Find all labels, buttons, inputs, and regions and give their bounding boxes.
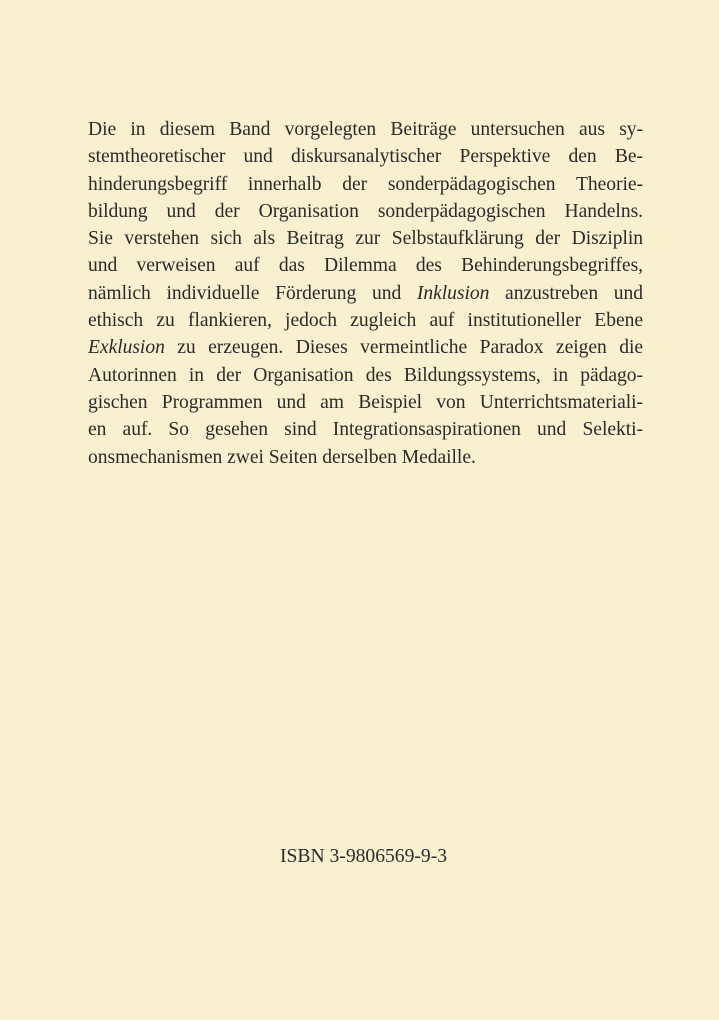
blurb-line-text: anzustreben und (489, 282, 643, 304)
blurb-line: Die in diesem Band vorgelegten Beiträge untersuchen aus sy- (88, 119, 643, 140)
blurb-text (88, 116, 643, 471)
blurb-line (88, 334, 643, 361)
blurb-line: onsmechanismen zwei Seiten derselben Medaille. (88, 446, 476, 468)
blurb-line-text: nämlich individuelle Förderung und (88, 282, 417, 304)
blurb-line: Sie verstehen sich als Beitrag zur Selbstaufklärung der Disziplin (88, 228, 643, 250)
inklusion-term: Inklusion (416, 282, 490, 304)
blurb-line: bildung und der Organisation sonderpädagogischen Handelns. (88, 200, 643, 222)
isbn-number: ISBN 3-9806569-9-3 (279, 846, 448, 867)
blurb-line: stemtheoretischer und diskursanalytischer Perspektive den Be- (88, 146, 643, 168)
blurb-line: und verweisen auf das Dilemma des Behinderungsbegriffes, (88, 255, 643, 277)
blurb-line: ethisch zu flankieren, jedoch zugleich auf institutioneller Ebene (88, 310, 643, 332)
blurb-line-text: zu erzeugen. Dieses vermeintliche Paradox zeigen die (164, 337, 643, 359)
blurb-line: hinderungsbegriff innerhalb der sonderpädagogischen Theorie- (88, 173, 643, 195)
blurb-line: Autorinnen in der Organisation des Bildungssystems, in pädago- (88, 364, 643, 386)
blurb-line: en auf. So gesehen sind Integrationsaspirationen und Selekti- (88, 419, 643, 441)
blurb-line (88, 280, 643, 307)
blurb-line: gischen Programmen und am Beispiel von Unterrichtsmateriali- (88, 391, 643, 413)
exklusion-term: Exklusion (88, 337, 165, 359)
